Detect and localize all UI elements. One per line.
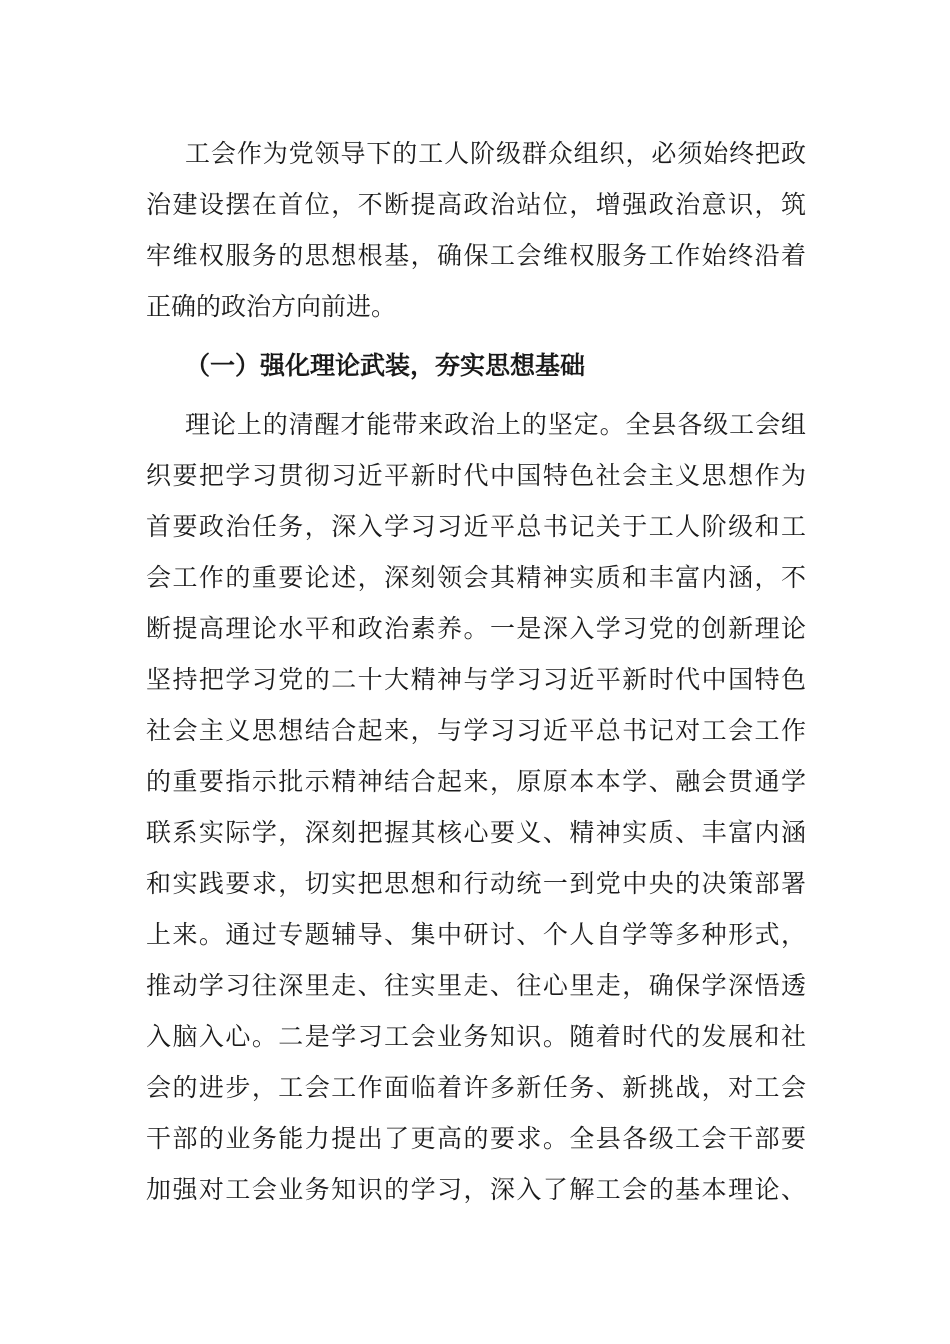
paragraph-line: 和实践要求，切实把思想和行动统一到党中央的决策部署 [146, 869, 806, 898]
paragraph-line: 上来。通过专题辅导、集中研讨、个人自学等多种形式， [146, 920, 806, 949]
paragraph-line: 入脑入心。二是学习工会业务知识。随着时代的发展和社 [146, 1022, 806, 1051]
paragraph-line: 工会作为党领导下的工人阶级群众组织，必须始终把政 [185, 139, 806, 168]
paragraph-2 [146, 399, 806, 1215]
paragraph-line: 加强对工会业务知识的学习，深入了解工会的基本理论、 [146, 1175, 806, 1204]
paragraph-line: 的重要指示批示精神结合起来，原原本本学、融会贯通学 [146, 767, 806, 796]
paragraph-line: 联系实际学，深刻把握其核心要义、精神实质、丰富内涵 [146, 818, 806, 847]
paragraph-line: 牢维权服务的思想根基，确保工会维权服务工作始终沿着 [146, 241, 806, 270]
paragraph-1 [146, 128, 806, 332]
section-heading: （一）强化理论武装，夯实思想基础 [185, 351, 586, 380]
paragraph-line: 坚持把学习党的二十大精神与学习习近平新时代中国特色 [146, 665, 806, 694]
paragraph-line: 社会主义思想结合起来，与学习习近平总书记对工会工作 [146, 716, 806, 745]
document-body [146, 128, 806, 1215]
spacer [146, 332, 806, 340]
paragraph-line: 理论上的清醒才能带来政治上的坚定。全县各级工会组 [185, 410, 806, 439]
paragraph-line: 治建设摆在首位，不断提高政治站位，增强政治意识，筑 [146, 190, 806, 219]
paragraph-line: 推动学习往深里走、往实里走、往心里走，确保学深悟透 [146, 971, 806, 1000]
paragraph-line: 干部的业务能力提出了更高的要求。全县各级工会干部要 [146, 1124, 806, 1153]
paragraph-line: 会的进步，工会工作面临着许多新任务、新挑战，对工会 [146, 1073, 806, 1102]
paragraph-line: 会工作的重要论述，深刻领会其精神实质和丰富内涵，不 [146, 563, 806, 592]
paragraph-line: 首要政治任务，深入学习习近平总书记关于工人阶级和工 [146, 512, 806, 541]
paragraph-line: 正确的政治方向前进。 [146, 292, 397, 321]
paragraph-line: 断提高理论水平和政治素养。一是深入学习党的创新理论 [146, 614, 806, 643]
paragraph-line: 织要把学习贯彻习近平新时代中国特色社会主义思想作为 [146, 461, 806, 490]
